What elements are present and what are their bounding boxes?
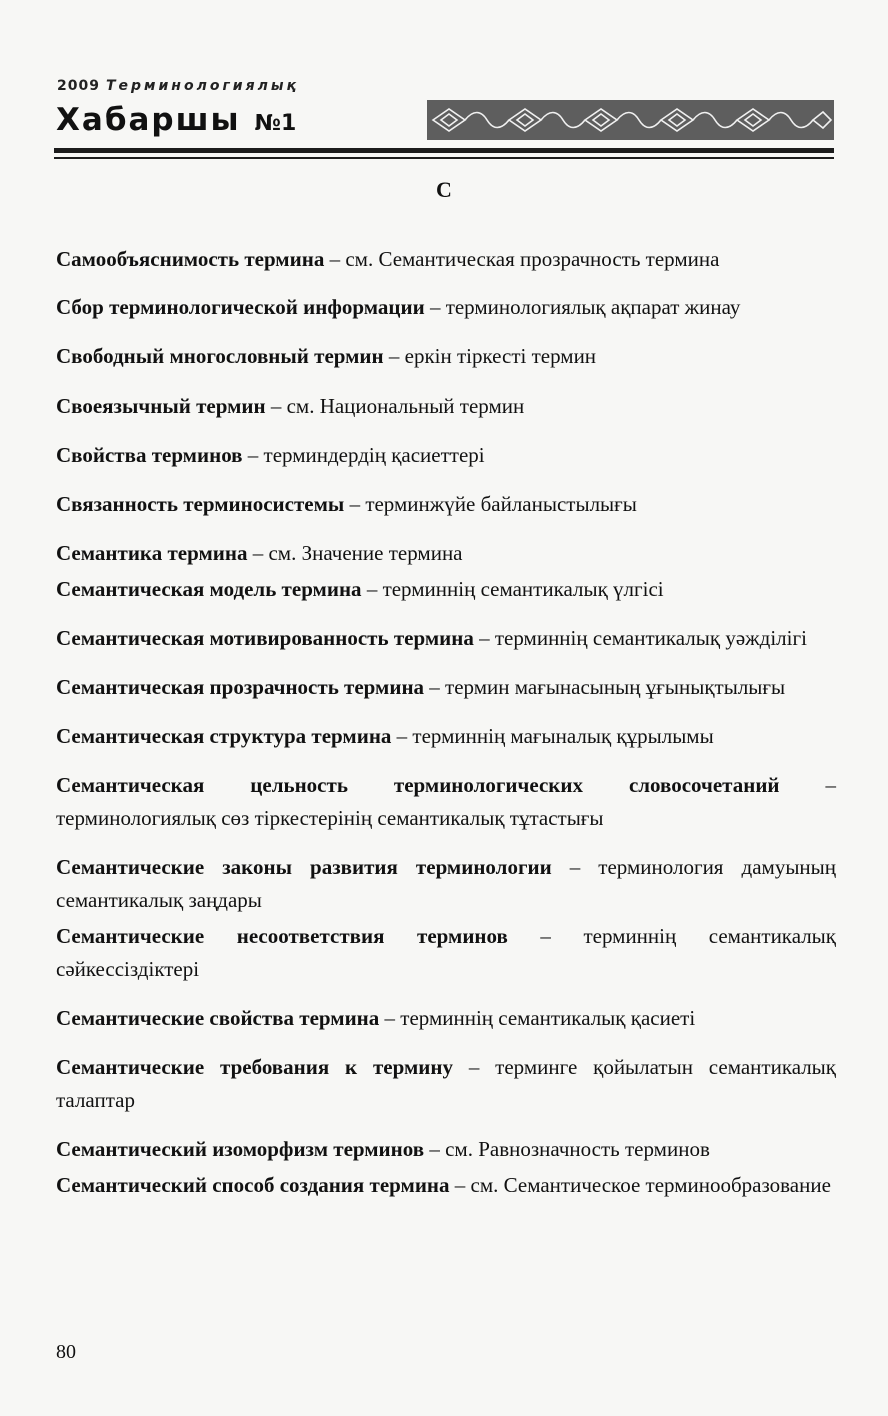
glossary-entry: [56, 1051, 836, 1117]
entry-term: Семантические свойства термина: [56, 1006, 380, 1030]
entry-definition: – терминологиялық ақпарат жинау: [429, 295, 741, 319]
entry-term: Своеязычный термин: [56, 394, 266, 418]
entry-definition: – см. Семантическое терминообразование: [454, 1173, 831, 1197]
page-number: 80: [56, 1341, 76, 1363]
entry-term: Семантическая прозрачность термина: [56, 675, 425, 699]
glossary-entry: [56, 340, 836, 373]
entry-term: Семантический способ создания термина: [56, 1173, 450, 1197]
glossary-entry: [56, 769, 836, 835]
entry-definition: – терминдердің қасиеттері: [247, 443, 485, 467]
glossary-entry: [56, 243, 836, 276]
glossary-entry: [56, 537, 836, 570]
entry-definition: – см. Значение термина: [252, 541, 463, 565]
header-magazine-name: [56, 100, 296, 144]
glossary-entry: [56, 920, 836, 986]
entry-definition: – еркін тіркесті термин: [388, 344, 597, 368]
ornament-pattern-icon: [427, 100, 834, 140]
glossary-entries: [56, 243, 836, 1202]
header-journal-title: [57, 76, 299, 96]
entry-term: Семантическая мотивированность термина: [56, 626, 474, 650]
header-title-italic: Терминологиялық: [105, 78, 299, 94]
glossary-entry: [56, 573, 836, 606]
glossary-entry: [56, 1169, 836, 1202]
header-masthead: [54, 98, 834, 142]
entry-definition: – терминнің семантикалық үлгісі: [366, 577, 664, 601]
entry-term: Семантические требования к термину: [56, 1055, 453, 1079]
entry-definition: – см. Национальный термин: [270, 394, 525, 418]
entry-term: Связанность терминосистемы: [56, 492, 345, 516]
entry-definition: – терминнің мағыналық құрылымы: [396, 724, 714, 748]
entry-definition: – терминнің семантикалық сәйкессіздіктері: [56, 924, 836, 981]
header-year: 2009: [57, 78, 100, 94]
glossary-entry: [56, 1133, 836, 1166]
entry-definition: – терминжүйе байланыстылығы: [349, 492, 637, 516]
entry-definition: – терминнің семантикалық қасиеті: [384, 1006, 696, 1030]
entry-term: Самообъяснимость термина: [56, 247, 325, 271]
entry-definition: – терминге қойылатын семантикалық талаптар: [56, 1055, 836, 1112]
entry-definition: – см. Семантическая прозрачность термина: [329, 247, 720, 271]
glossary-entry: [56, 671, 836, 704]
glossary-entry: [56, 488, 836, 521]
entry-term: Семантические законы развития терминологии: [56, 855, 552, 879]
entry-definition: – терминология дамуының семантикалық заңдары: [56, 855, 837, 912]
entry-term: Семантические несоответствия терминов: [56, 924, 508, 948]
entry-term: Семантический изоморфизм терминов: [56, 1137, 425, 1161]
entry-definition: – терминологиялық сөз тіркестерінің семантикалық тұтастығы: [56, 773, 836, 830]
section-letter: С: [436, 177, 452, 202]
glossary-entry: [56, 851, 836, 917]
running-header: [54, 76, 834, 166]
glossary-entry: [56, 720, 836, 753]
entry-term: Свойства терминов: [56, 443, 243, 467]
entry-definition: – термин мағынасының ұғынықтылығы: [429, 675, 786, 699]
glossary-entry: [56, 439, 836, 472]
entry-term: Семантическая цельность терминологических словосочетаний: [56, 773, 780, 797]
glossary-entry: [56, 622, 836, 655]
entry-definition: – терминнің семантикалық уәждiлiгi: [479, 626, 807, 650]
entry-term: Семантическая структура термина: [56, 724, 392, 748]
entry-term: Свободный многословный термин: [56, 344, 384, 368]
entry-term: Семантика термина: [56, 541, 248, 565]
entry-term: Сбор терминологической информации: [56, 295, 425, 319]
header-rule-thin: [54, 157, 834, 159]
glossary-entry: [56, 1002, 836, 1035]
header-issue: №1: [254, 111, 297, 136]
glossary-entry: [56, 390, 836, 423]
header-magazine: Хабаршы: [56, 102, 241, 138]
entry-definition: – см. Равнозначность терминов: [429, 1137, 710, 1161]
header-rule-thick: [54, 148, 834, 153]
ornament-band: [427, 100, 834, 140]
glossary-entry: [56, 291, 836, 324]
entry-term: Семантическая модель термина: [56, 577, 362, 601]
